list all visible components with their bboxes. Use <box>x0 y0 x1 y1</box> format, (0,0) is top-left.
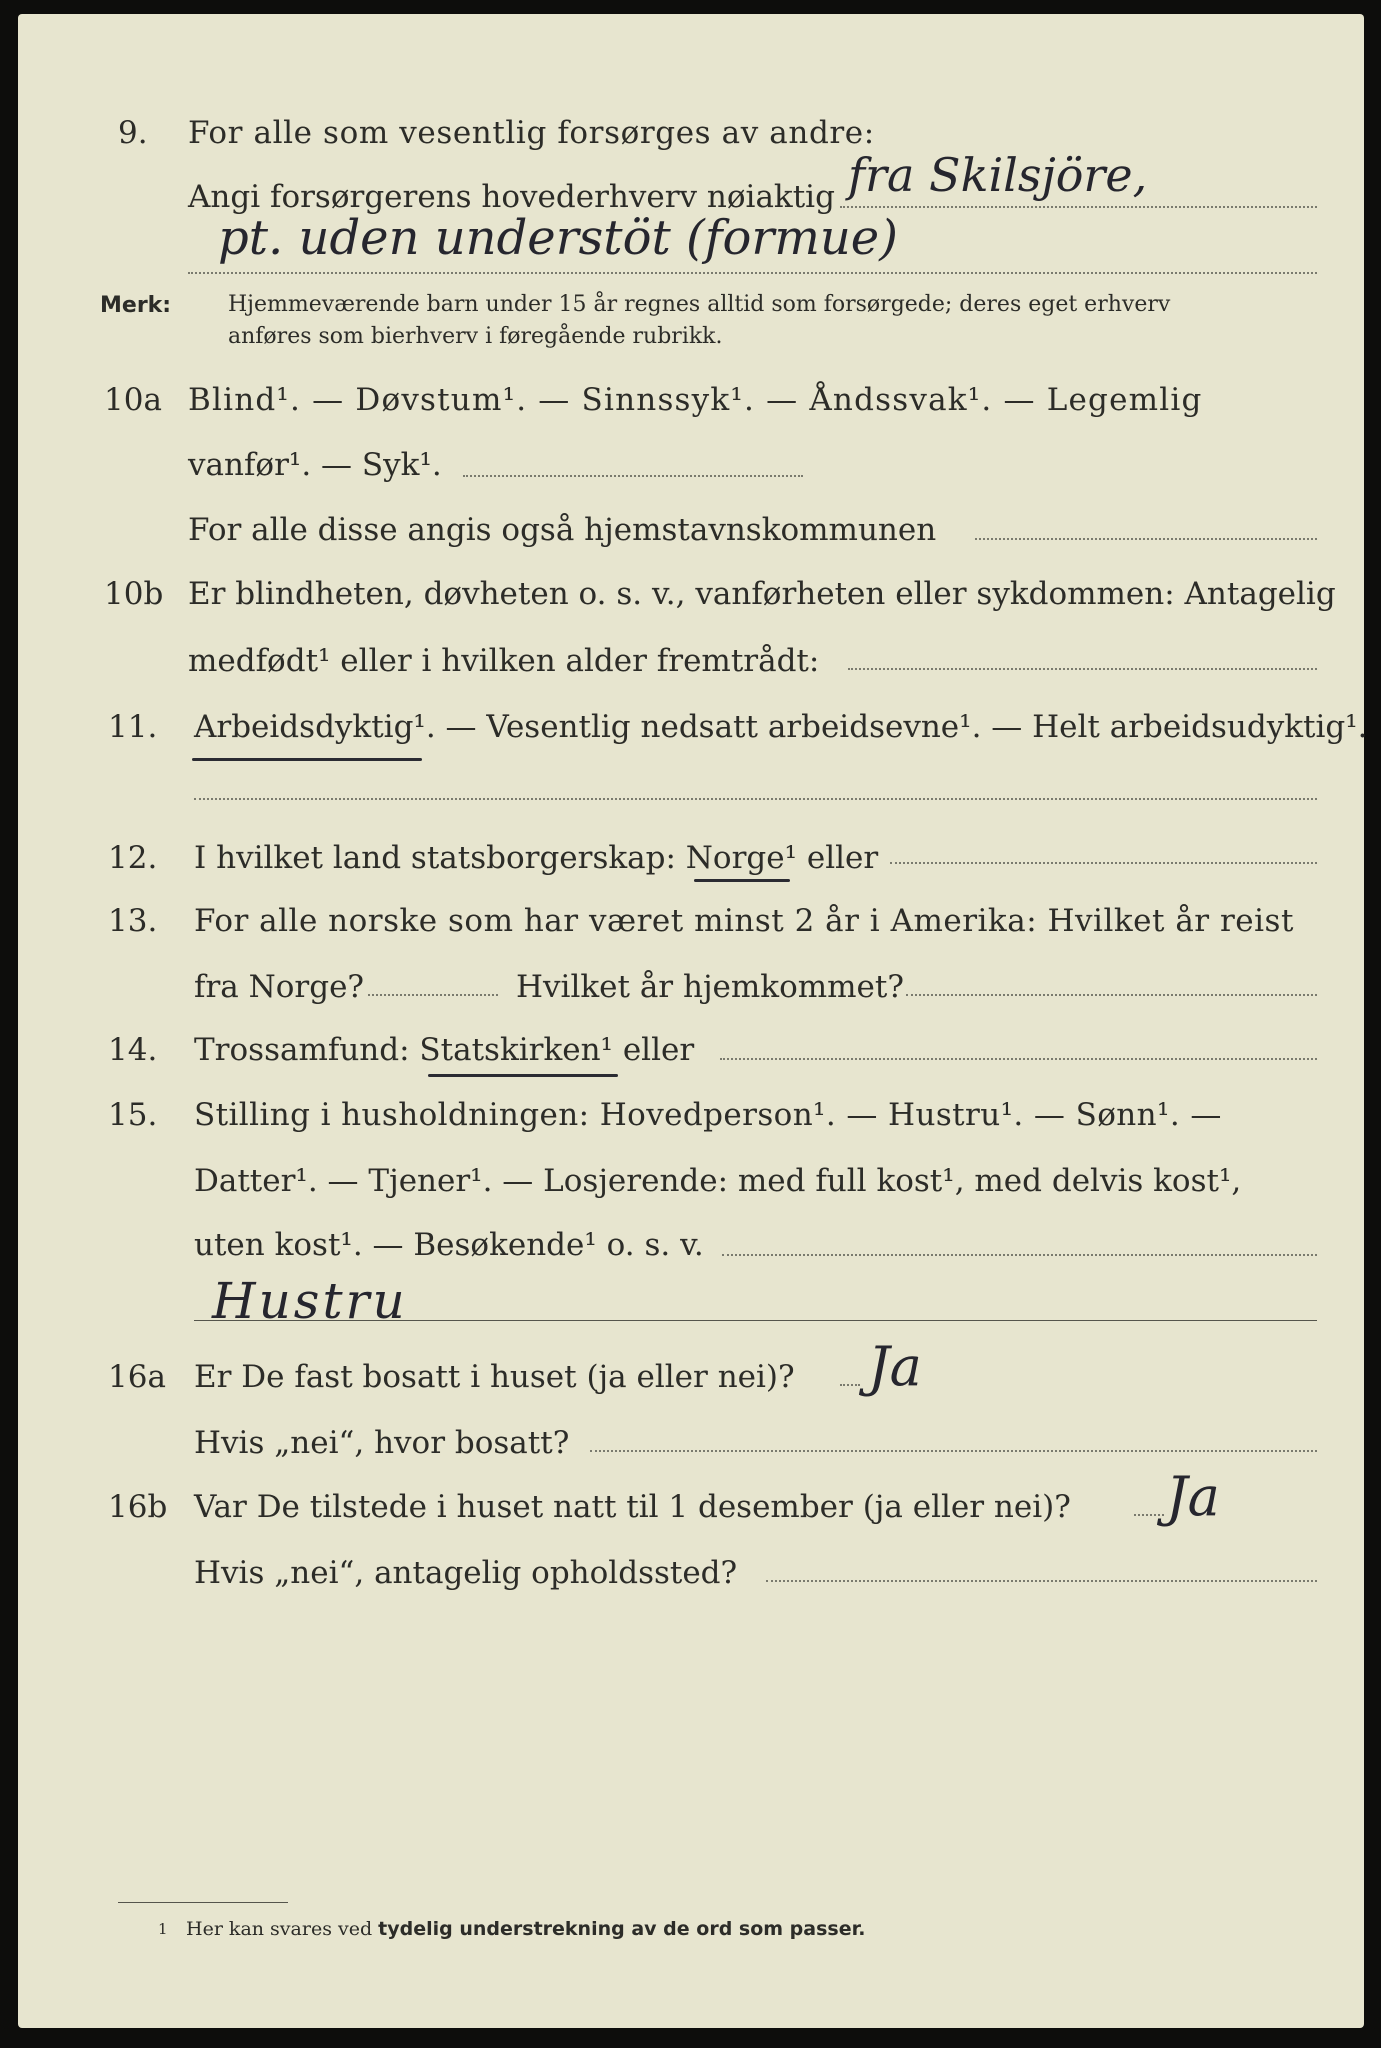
q13-line2b: Hvilket år hjemkommet? <box>516 969 904 1005</box>
q10a-line3: For alle disse angis også hjemstavnskommunen <box>188 512 937 548</box>
q11-line1: Arbeidsdyktig¹. — Vesentlig nedsatt arbeidsevne¹. — Helt arbeidsudyktig¹. <box>194 709 1368 745</box>
q10a-line1: Blind¹. — Døvstum¹. — Sinnssyk¹. — Åndssvak¹. — Legemlig <box>188 382 1203 418</box>
q9-handwritten-status: pt. uden understöt (formue) <box>218 210 898 266</box>
q16a-line1: Er De fast bosatt i huset (ja eller nei)? <box>194 1359 795 1395</box>
q16a-number: 16a <box>108 1359 166 1395</box>
q13-answer-hjemkommet <box>906 994 1317 996</box>
footnote-text <box>186 1920 865 1939</box>
q10a-number: 10a <box>104 382 162 418</box>
q13-line1: For alle norske som har været minst 2 år i Amerika: Hvilket år reist <box>194 903 1294 939</box>
q14-number: 14. <box>108 1032 158 1068</box>
q12-number: 12. <box>108 840 158 876</box>
q15-answer-line-2 <box>194 1320 1317 1321</box>
q10a-answer-line-2 <box>975 538 1317 540</box>
q14-line1: Trossamfund: Statskirken¹ eller <box>194 1032 695 1068</box>
q13-number: 13. <box>108 903 158 939</box>
q16b-answer-line-2 <box>766 1580 1317 1582</box>
footnote-separator <box>118 1902 288 1903</box>
q14-underline-statskirken <box>428 1074 618 1077</box>
q16b-answer-line <box>1134 1514 1164 1516</box>
q14-answer-line <box>720 1058 1317 1060</box>
q13-answer-reist <box>368 994 498 996</box>
q12-underline-norge <box>694 879 790 882</box>
q11-answer-line <box>194 798 1317 800</box>
merk-line1: Hjemmeværende barn under 15 år regnes alltid som forsørgede; deres eget erhverv <box>228 292 1171 317</box>
q15-answer-line <box>722 1254 1317 1256</box>
q15-line3: uten kost¹. — Besøkende¹ o. s. v. <box>194 1227 704 1263</box>
footnote-text-bold: tydelig understrekning av de ord som passer. <box>378 1918 866 1940</box>
footnote-text-plain: Her kan svares ved <box>186 1918 373 1940</box>
q9-answer-line-2 <box>188 272 1317 274</box>
q16b-line2: Hvis „nei“, antagelig opholdssted? <box>194 1555 738 1591</box>
q16b-number: 16b <box>108 1489 168 1525</box>
q15-line2: Datter¹. — Tjener¹. — Losjerende: med full kost¹, med delvis kost¹, <box>194 1163 1242 1199</box>
merk-label: Merk: <box>100 293 172 318</box>
q16b-handwritten-answer: Ja <box>1166 1465 1220 1528</box>
q9-answer-line <box>840 206 1317 208</box>
q11-number: 11. <box>108 709 158 745</box>
q9-line1: For alle som vesentlig forsørges av andre: <box>188 115 875 151</box>
q16b-line1: Var De tilstede i huset natt til 1 desember (ja eller nei)? <box>194 1489 1071 1525</box>
q9-line2: Angi forsørgerens hovederhverv nøiaktig <box>188 179 835 215</box>
q9-handwritten-occupation: fra Skilsjöre, <box>848 148 1148 202</box>
merk-line2: anføres som bierhverv i føregående rubrikk. <box>228 324 723 349</box>
q9-number: 9. <box>118 115 148 151</box>
q16a-line2: Hvis „nei“, hvor bosatt? <box>194 1425 570 1461</box>
q13-line2a: fra Norge? <box>194 969 365 1005</box>
q16a-answer-line-2 <box>590 1450 1317 1452</box>
q11-underline-arbeidsdyktig <box>192 758 422 761</box>
q15-line1: Stilling i husholdningen: Hovedperson¹. — Hustru¹. — Sønn¹. — <box>194 1097 1222 1133</box>
q10b-answer-line <box>848 668 1317 670</box>
q10b-line2: medfødt¹ eller i hvilken alder fremtrådt: <box>188 643 820 679</box>
q10a-answer-line <box>463 475 803 477</box>
q10b-number: 10b <box>104 576 164 612</box>
q15-number: 15. <box>108 1097 158 1133</box>
q10b-line1: Er blindheten, døvheten o. s. v., vanførheten eller sykdommen: Antagelig <box>188 576 1336 612</box>
q10a-line2: vanfør¹. — Syk¹. <box>188 447 442 483</box>
q12-answer-line <box>890 862 1317 864</box>
footnote-marker: 1 <box>158 1920 168 1938</box>
q15-handwritten-position: Hustru <box>212 1272 408 1330</box>
q12-line1: I hvilket land statsborgerskap: Norge¹ eller <box>194 840 879 876</box>
q16a-answer-line <box>840 1384 860 1386</box>
q16a-handwritten-answer: Ja <box>868 1335 922 1398</box>
